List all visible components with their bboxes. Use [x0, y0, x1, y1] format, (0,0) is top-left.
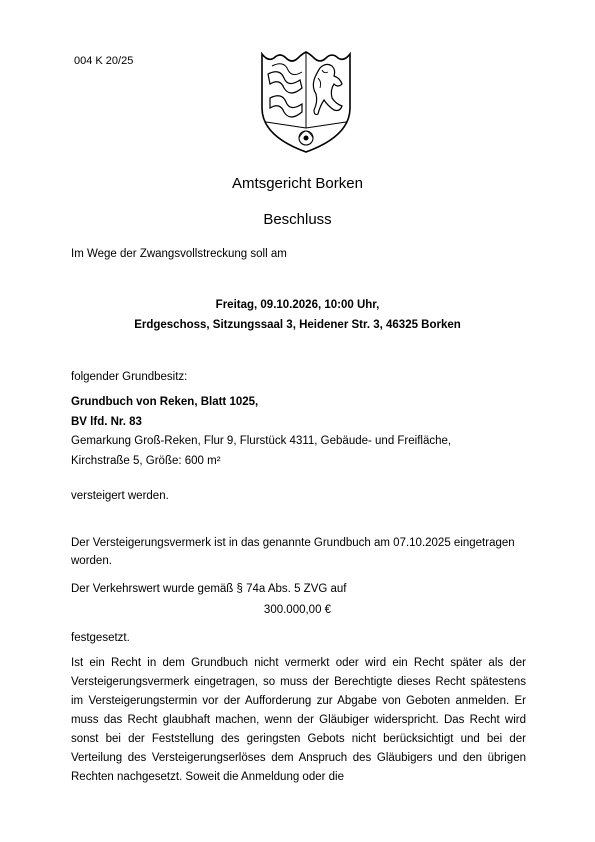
market-value: 300.000,00 € [263, 604, 332, 616]
auction-date-block [0, 295, 595, 335]
auction-date: Freitag, 09.10.2026, 10:00 Uhr, [215, 299, 380, 311]
nrw-coat-of-arms-icon [258, 48, 354, 156]
file-number: 004 K 20/25 [74, 55, 134, 67]
document-title: Beschluss [263, 211, 332, 228]
auctioned-text: versteigert werden. [71, 490, 169, 502]
value-set-text: festgesetzt. [71, 632, 130, 644]
intro-text: Im Wege der Zwangsvollstreckung soll am [71, 248, 287, 260]
legal-notice: Ist ein Recht in dem Grundbuch nicht vermerkt oder wird ein Recht später als der Versteigerungsvermerk eingetragen, so muss der Berechtigte dieses Recht spätestens im Versteigerungstermin vor der Aufforderung zur Abgabe von Geboten anmelden. Er muss das Recht glaubhaft machen, wenn der Gläubiger widerspricht. Das Recht wird sonst bei der Feststellung des geringsten Gebots nicht berücksichtigt und bei der Verteilung des Versteigerungserlöses dem Anspruch des Gläubigers und den übrigen Rechten nachgesetzt. Soweit die Anmeldung oder die [71, 657, 526, 783]
vermerk-text: Der Versteigerungsvermerk ist in das genannte Grundbuch am 07.10.2025 eingetragen worden. [71, 537, 515, 567]
court-name: Amtsgericht Borken [232, 175, 363, 192]
parcel-description: Gemarkung Groß-Reken, Flur 9, Flurstück 4311, Gebäude- und Freifläche, [71, 435, 452, 447]
bv-number: BV lfd. Nr. 83 [71, 415, 142, 428]
property-address: Kirchstraße 5, Größe: 600 m² [71, 454, 221, 467]
value-intro: Der Verkehrswert wurde gemäß § 74a Abs. 5 ZVG auf [71, 583, 347, 595]
land-register: Grundbuch von Reken, Blatt 1025, [71, 396, 259, 408]
property-label: folgender Grundbesitz: [71, 371, 188, 383]
property-details [71, 393, 531, 471]
auction-location: Erdgeschoss, Sitzungssaal 3, Heidener Str. 3, 46325 Borken [134, 319, 461, 331]
